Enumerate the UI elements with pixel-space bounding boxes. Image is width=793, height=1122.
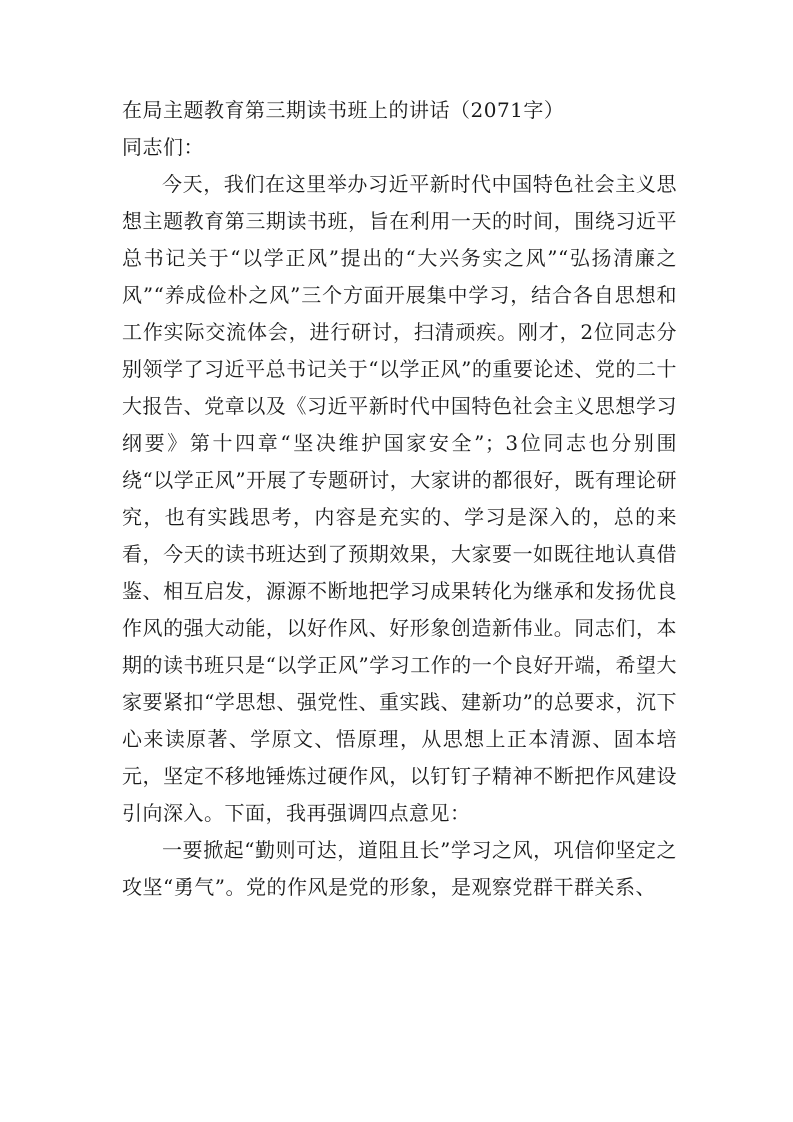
paragraph-opening: 今天，我们在这里举办习近平新时代中国特色社会主义思想主题教育第三期读书班，旨在利用一天的时间，围绕习近平总书记关于“以学正风”提出的“大兴务实之风”“弘扬清廉之风”“养成俭朴之风”三个方面开展集中学习，结合各自思想和工作实际交流体会，进行研讨，扫清顽疾。刚才，2位同志分别领学了习近平总书记关于“以学正风”的重要论述、党的二十大报告、党章以及《习近平新时代中国特色社会主义思想学习纲要》第十四章“坚决维护国家安全”；3位同志也分别围绕“以学正风”开展了专题研讨，大家讲的都很好，既有理论研究，也有实践思考，内容是充实的、学习是深入的，总的来看，今天的读书班达到了预期效果，大家要一如既往地认真借鉴、相互启发，源源不断地把学习成果转化为继承和发扬优良作风的强大动能，以好作风、好形象创造新伟业。同志们，本期的读书班只是“以学正风”学习工作的一个良好开端，希望大家要紧扣“学思想、强党性、重实践、建新功”的总要求，沉下心来读原著、学原文、悟原理，从思想上正本清源、固本培元，坚定不移地锤炼过硬作风，以钉钉子精神不断把作风建设引向深入。下面，我再强调四点意见： xyxy=(122,172,677,825)
document-title: 在局主题教育第三期读书班上的讲话（2071字） xyxy=(122,98,565,122)
paragraph-point-one: 一要掀起“勤则可达，道阻且长”学习之风，巩信仰坚定之攻坚“勇气”。党的作风是党的形象，是观察党群干群关系、 xyxy=(122,838,677,899)
salutation: 同志们： xyxy=(122,135,204,159)
document-body xyxy=(122,92,677,906)
